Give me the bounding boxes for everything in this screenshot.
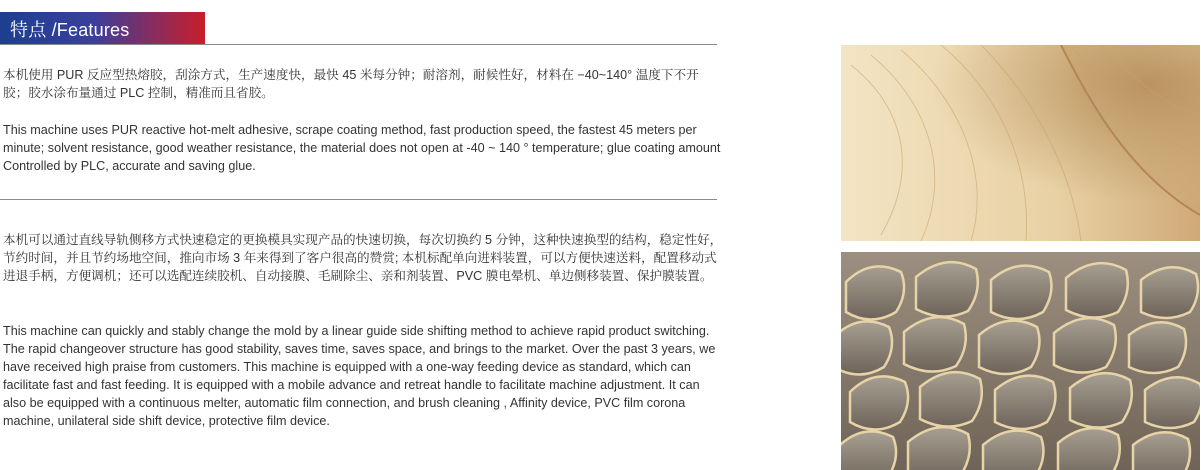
- section-divider: [0, 199, 717, 200]
- feature-2-en-text: This machine can quickly and stably change the mold by a linear guide side shifting method to achieve rapid product switching. The rapid changeover structure has good stability, saves time, saves space, and brings to the market. Over the past 3 years, we have received high praise from customers. This machine is equipped with a one-way feeding device as standard, which can facilitate fast and fast feeding. It is equipped with a mobile advance and retreat handle to facilitate machine adjustment. It can also be equipped with a continuous melter, automatic film connection, and brush cleaning , Affinity device, PVC film corona machine, unilateral side shift device, protective film device.: [3, 324, 716, 428]
- wood-veneer-roll-photo: [841, 45, 1200, 241]
- profile-moulding-stack-photo: [841, 252, 1200, 470]
- feature-1-en-text: This machine uses PUR reactive hot-melt adhesive, scrape coating method, fast production speed, the fastest 45 meters per minute; solvent resistance, good weather resistance, the material does not open at -40 ~ 140 ° temperature; glue coating amount Controlled by PLC, accurate and saving glue.: [3, 123, 721, 173]
- section-title: 特点 /Features: [10, 19, 130, 40]
- feature-2-zh-text: 本机可以通过直线导轨侧移方式快速稳定的更换模具实现产品的快速切换，每次切换约 5 分钟，这种快速换型的结构，稳定性好，节约时间，并且节约场地空间，推向市场 3 年来得到了客户很高的赞赏; 本机标配单向进料装置，可以方便快速送料，配置移动式进退手柄，方便调机；还可以选配连续胶机、自动接膜、毛刷除尘、亲和剂装置、PVC 膜电晕机、单边侧移装置、保护膜装置。: [3, 233, 723, 283]
- header-divider: [0, 44, 717, 45]
- section-header: [0, 12, 205, 45]
- feature-1-zh-text: 本机使用 PUR 反应型热熔胶，刮涂方式，生产速度快，最快 45 米每分钟；耐溶剂，耐候性好，材料在 −40~140° 温度下不开胶；胶水涂布量通过 PLC 控制，精准而且省胶。: [3, 68, 699, 100]
